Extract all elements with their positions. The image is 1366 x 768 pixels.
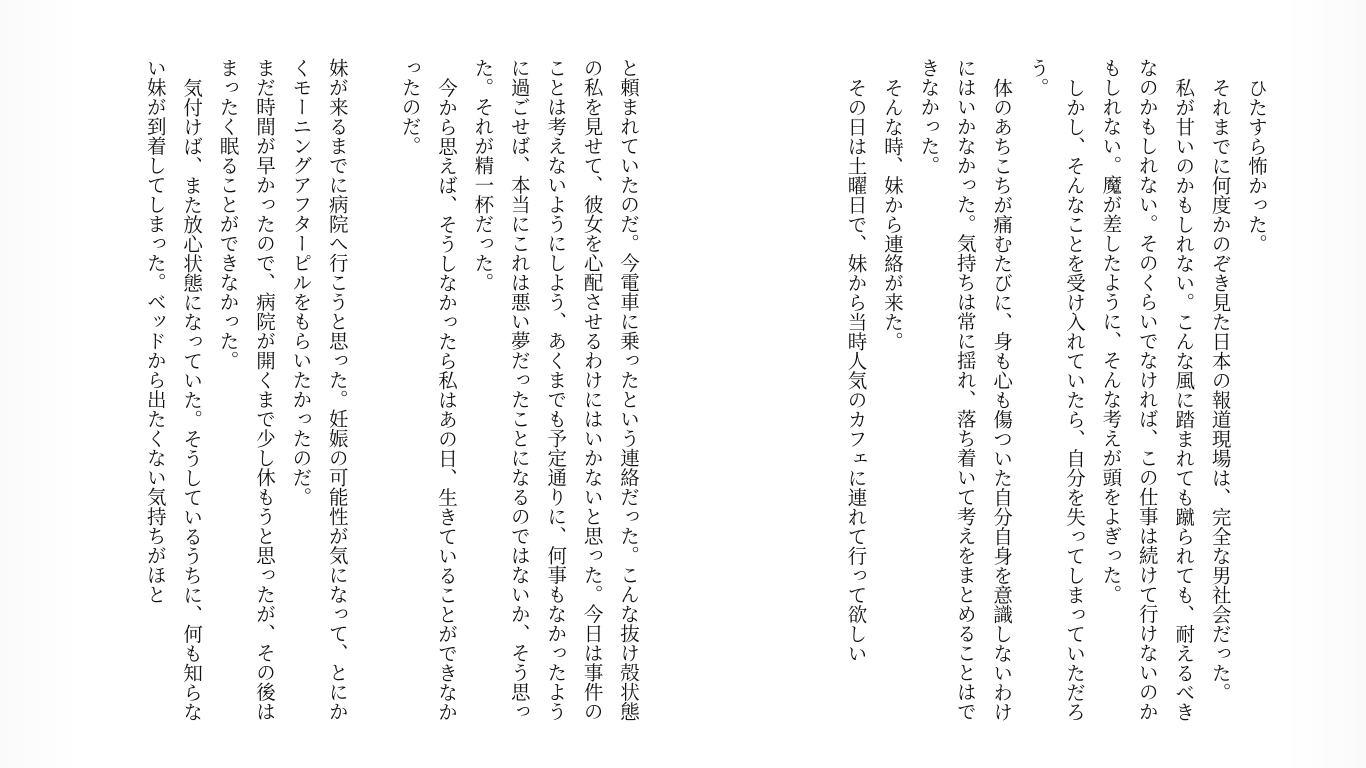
paragraph: 妹が来るまでに病院へ行こうと思った。妊娠の可能性が気になって、とにかくモーニングアフターピルをもらいたかったのだ。 — [289, 58, 349, 721]
paragraph: まだ時間が早かったので、病院が開くまで少し休もうと思ったが、その後はまったく眠ることができなかった。 — [216, 58, 276, 721]
paragraph: しかし、そんなことを受け入れていたら、自分を失ってしまっていただろう。 — [1026, 58, 1086, 721]
paragraph: それまでに何度かのぞき見た日本の報道現場は、完全な男社会だった。 — [1208, 77, 1232, 702]
paragraph: 体のあちこちが痛むたびに、身も心も傷ついた自分自身を意識しないわけにはいかなかった。気持ちは常に揺れ、落ち着いて考えをまとめることはできなかった。 — [917, 58, 1014, 721]
paragraph: ひたすら怖かった。 — [1245, 77, 1268, 253]
paragraph: と頼まれていたのだ。今電車に乗ったという連絡だった。こんな抜け殻状態の私を見せて、彼女を心配させるわけにはいかないと思った。今日は事件のことは考えないようにしよう、あくまでも予定通りに、何事もなかったように過ごせば、本当にこれは悪い夢だったことになるのではないか、そう思った。それが精一杯だった。 — [471, 58, 640, 721]
paragraph: 今から思えば、そうしなかったら私はあの日、生きていることができなかったのだ。 — [398, 58, 458, 721]
right-page — [664, 58, 1274, 738]
paragraph: 私が甘いのかもしれない。こんな風に踏まれても蹴られても、耐えるべきなのかもしれない。そのくらいでなければ、この仕事は続けて行けないのかもしれない。魔が差したように、そんな考えが頭をよぎった。 — [1099, 58, 1196, 721]
left-page — [46, 58, 646, 738]
paragraph: そんな時、妹から連絡が来た。 — [880, 77, 904, 351]
paragraph: 気付けば、また放心状態になっていた。そうしているうちに、何も知らない妹が到着してしまった。ベッドから出たくない気持ちがほと — [143, 58, 204, 721]
paragraph: その日は土曜日で、妹から当時人気のカフェに連れて行って欲しい — [844, 77, 868, 663]
